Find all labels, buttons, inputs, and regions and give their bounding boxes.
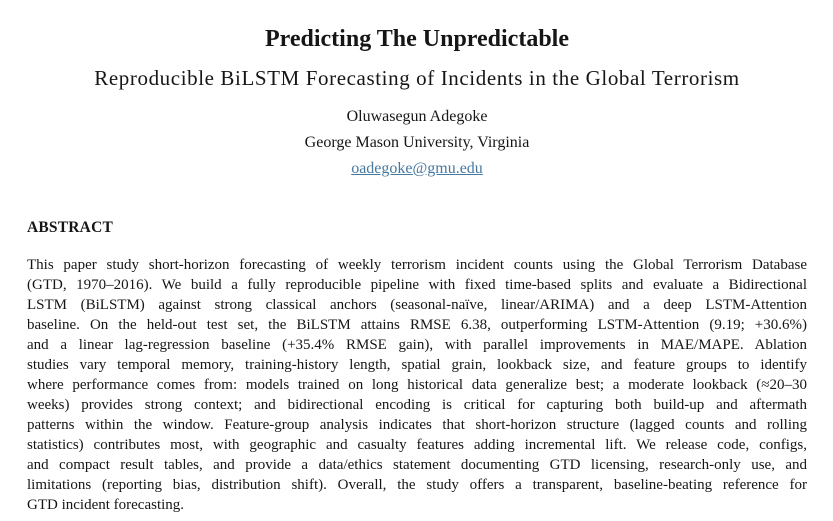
- abstract-line: GTD incident forecasting.: [27, 497, 185, 513]
- author-block: [27, 104, 807, 182]
- abstract-line: where performance comes from: models trained on long historical data generalize best; a moderate lookback (≈20–30: [27, 377, 807, 393]
- abstract-line: statistics) contributes most, with geographic and casualty features adding incremental lift. We release code, configs,: [27, 437, 807, 453]
- paper-subtitle: Reproducible BiLSTM Forecasting of Incidents in the Global Terrorism: [94, 66, 740, 90]
- abstract-line: and compact result tables, and provide a data/ethics statement documenting GTD licensing, research-only use, and: [27, 457, 807, 473]
- abstract-heading: ABSTRACT: [27, 219, 114, 236]
- paper-title: Predicting The Unpredictable: [264, 26, 569, 52]
- abstract-paragraph: [27, 255, 807, 515]
- abstract-line: limitations (reporting bias, distribution shift). Overall, the study offers a transparent, baseline-beating reference for: [27, 477, 807, 493]
- author-affiliation: George Mason University, Virginia: [304, 134, 530, 151]
- abstract-line: This paper study short-horizon forecasting of weekly terrorism incident counts using the Global Terrorism Database: [27, 257, 807, 273]
- email-line: [27, 156, 807, 182]
- abstract-line: patterns within the window. Feature-group analysis indicates that short-horizon structure (lagged counts and rolling: [27, 417, 807, 433]
- abstract-line: (GTD, 1970–2016). We build a fully reproducible pipeline with fixed time-based splits and evaluate a Bidirectional: [27, 277, 807, 293]
- abstract-line: LSTM (BiLSTM) against strong classical anchors (seasonal-naïve, linear/ARIMA) and a deep LSTM-Attention: [27, 297, 807, 313]
- author-name: Oluwasegun Adegoke: [346, 108, 488, 125]
- abstract-line: studies vary temporal memory, training-history length, spatial grain, lookback size, and feature groups to identify: [27, 357, 807, 373]
- abstract-line: weeks) provides strong context; and bidirectional encoding is critical for capturing both build-up and aftermath: [27, 397, 807, 413]
- abstract-line: and a linear lag-regression baseline (+35.4% RMSE gain), with parallel improvements in MAE/MAPE. Ablation: [27, 337, 807, 353]
- abstract-line: baseline. On the held-out test set, the BiLSTM attains RMSE 6.38, outperforming LSTM-Attention (9.19; +30.6%): [27, 317, 807, 333]
- email-link[interactable]: oadegoke@gmu.edu: [351, 160, 483, 177]
